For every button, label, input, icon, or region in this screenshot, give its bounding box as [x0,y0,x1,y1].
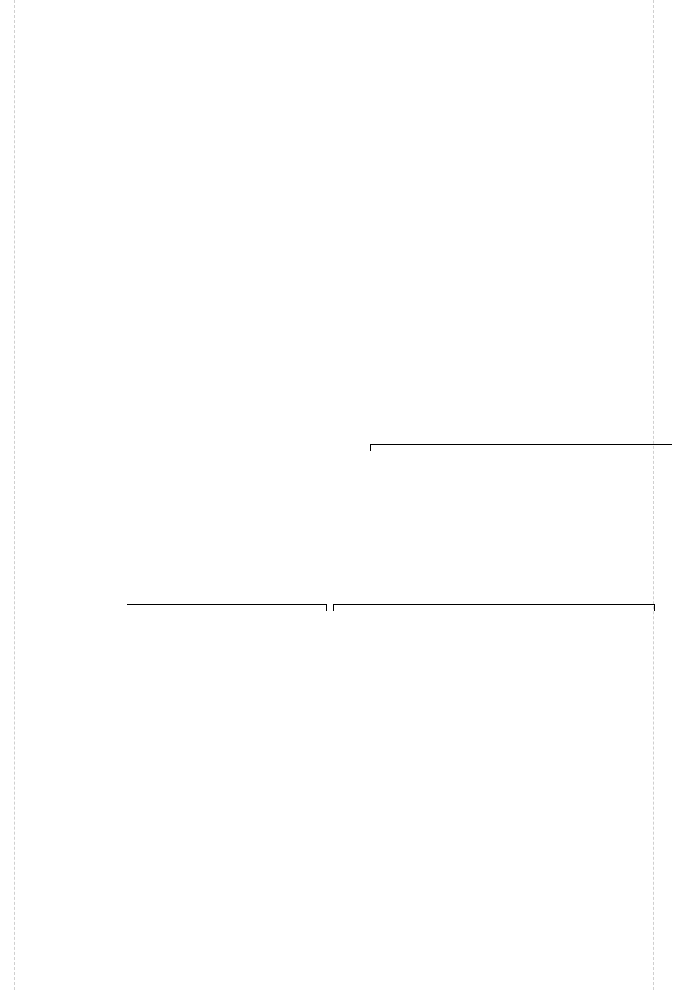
volta-bracket-continuation [127,604,327,605]
volta-bracket-6 [333,604,655,605]
left-dashed-rule [14,0,15,990]
volta-bracket-verses-1-5 [370,444,672,445]
key-signature [50,66,53,84]
right-dashed-rule [653,0,654,990]
